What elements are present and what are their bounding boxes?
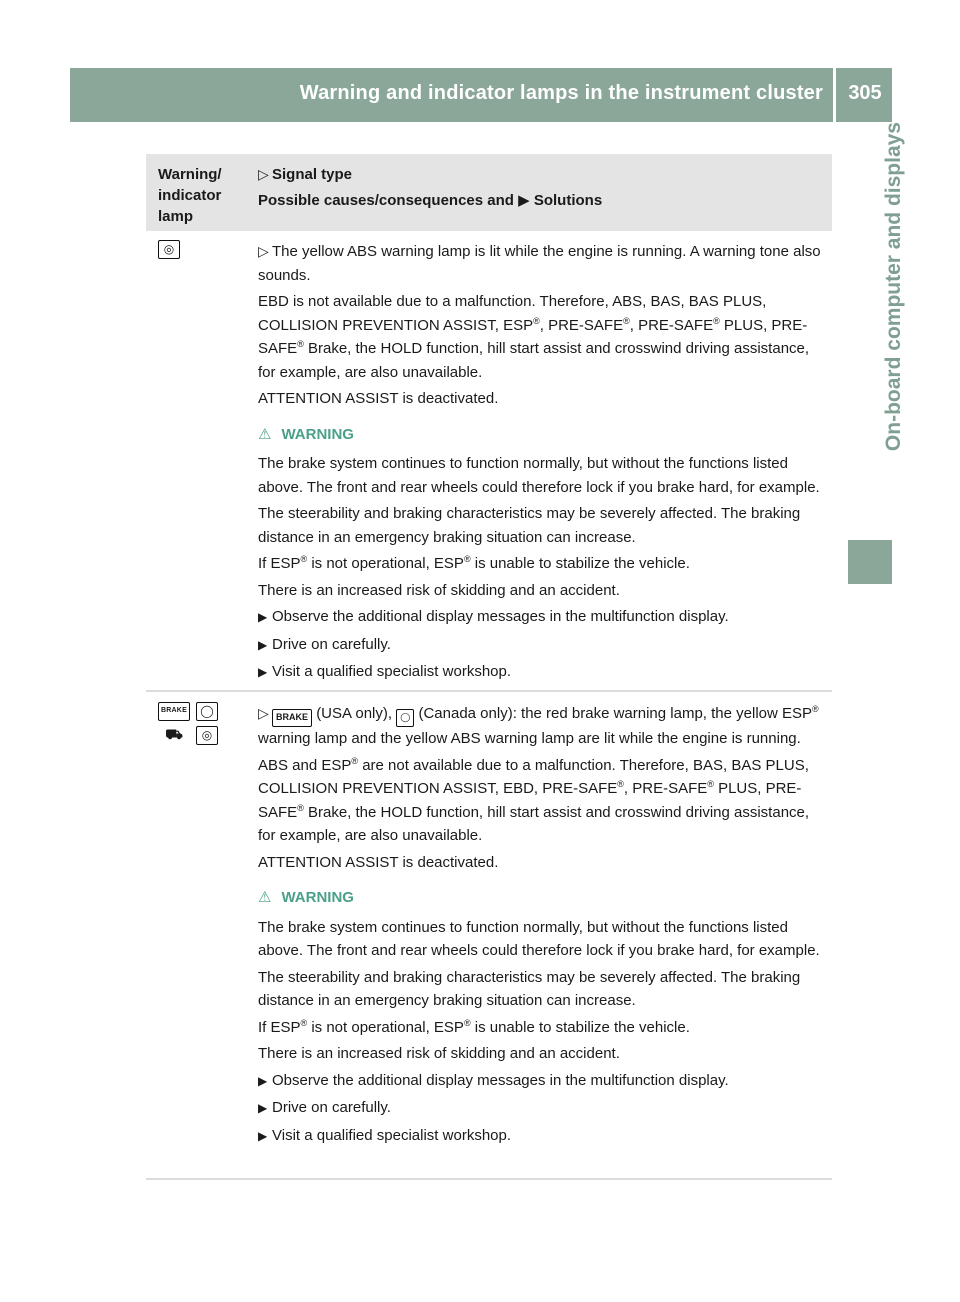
lamp-cell: [158, 702, 248, 750]
column-header-signal: ▷ Signal type Possible causes/consequences and ▶ Solutions: [258, 166, 603, 209]
list-item: ▶ Observe the additional display messages in the multifunction display.: [258, 1069, 828, 1094]
esp-warning-icon: ⛟: [165, 726, 183, 742]
warning-triangle-icon: ⚠: [258, 425, 272, 443]
brake-circle-warning-icon: ◯: [396, 709, 414, 727]
brake-circle-warning-icon: ◯: [196, 702, 218, 721]
arrow-bullet-icon: ▶: [258, 1128, 268, 1143]
brake-warning-icon: BRAKE: [272, 709, 312, 727]
signal-type-icon: ▷: [258, 166, 269, 182]
arrow-bullet-icon: ▶: [258, 610, 268, 624]
signal-type-icon: ▷: [258, 705, 269, 721]
brake-warning-icon: BRAKE: [158, 702, 190, 721]
arrow-bullet-icon: ▶: [258, 665, 268, 679]
page-number: 305: [848, 82, 882, 104]
abs-warning-icon: ◎: [196, 726, 218, 745]
page-title: Warning and indicator lamps in the instrument cluster: [299, 82, 823, 104]
description-cell: ▷ BRAKE (USA only), ◯ (Canada only): the red brake warning lamp, the yellow ESP® warning lamp and the yellow ABS warning lamp are lit while the engine is running. ABS and ESP® are not available due to a malfunction. Therefore, BAS, BAS PLUS, COLLISION PREVENTION ASSIST, EBD, PRE-SAFE®, PRE-SAFE® PLUS, PRE-SAFE® Brake, the HOLD function, hill start assist and crosswind driving assistance, for example, are also unavailable. ATTENTION ASSIST is deactivated. ⚠ WARNING The brake system continues to function normally, but without the functions listed above. The front and rear wheels could therefore lock if you brake hard, for example. The steerability and braking characteristics may be severely affected. The braking distance in an emergency braking situation can increase. If ESP® is not operational, ESP® is unable to stabilize the vehicle. There is an increased risk of skidding and an accident. ▶ Observe the additional display messages in the multifunction display. ▶ Drive on carefully. ▶ Visit a qualified specialist workshop.: [258, 702, 828, 1151]
row-divider: [146, 1178, 832, 1180]
chapter-tab-marker: [848, 540, 892, 584]
abs-warning-icon: ◎: [158, 240, 180, 259]
warning-triangle-icon: ⚠: [258, 889, 272, 906]
list-item: ▶ Visit a qualified specialist workshop.: [258, 660, 828, 685]
arrow-bullet-icon: ▶: [258, 1101, 268, 1115]
header-divider: [833, 68, 836, 122]
page-header: [70, 68, 892, 122]
chapter-tab: [848, 122, 905, 584]
warning-heading: ⚠ WARNING: [258, 423, 828, 447]
row-divider: [146, 690, 832, 692]
chapter-tab-label: On-board computer and displays: [882, 122, 905, 452]
list-item: ▶ Drive on carefully.: [258, 633, 828, 658]
list-item: ▶ Drive on carefully.: [258, 1096, 828, 1121]
table-header: [146, 154, 832, 231]
arrow-bullet-icon: ▶: [258, 637, 268, 652]
arrow-bullet-icon: ▶: [258, 1073, 268, 1088]
list-item: ▶ Visit a qualified specialist workshop.: [258, 1124, 828, 1149]
lamp-cell: [158, 240, 248, 264]
list-item: ▶ Observe the additional display messages in the multifunction display.: [258, 605, 828, 630]
signal-type-icon: ▷: [258, 243, 269, 259]
description-cell: ▷ The yellow ABS warning lamp is lit while the engine is running. A warning tone also sounds. EBD is not available due to a malfunction. Therefore, ABS, BAS, BAS PLUS, COLLISION PREVENTION ASSIST, ESP®, PRE-SAFE®, PRE-SAFE® PLUS, PRE-SAFE® Brake, the HOLD function, hill start assist and crosswind driving assistance, for example, are also unavailable. ATTENTION ASSIST is deactivated. ⚠ WARNING The brake system continues to function normally, but without the functions listed above. The front and rear wheels could therefore lock if you brake hard, for example. The steerability and braking characteristics may be severely affected. The braking distance in an emergency braking situation can increase. If ESP® is not operational, ESP® is unable to stabilize the vehicle. There is an increased risk of skidding and an accident. ▶ Observe the additional display messages in the multifunction display. ▶ Drive on carefully. ▶ Visit a qualified specialist workshop.: [258, 240, 828, 688]
warning-heading: ⚠ WARNING: [258, 886, 828, 910]
column-header-lamp: Warning/ indicator lamp: [158, 166, 222, 225]
solutions-arrow-icon: ▶: [518, 192, 530, 209]
